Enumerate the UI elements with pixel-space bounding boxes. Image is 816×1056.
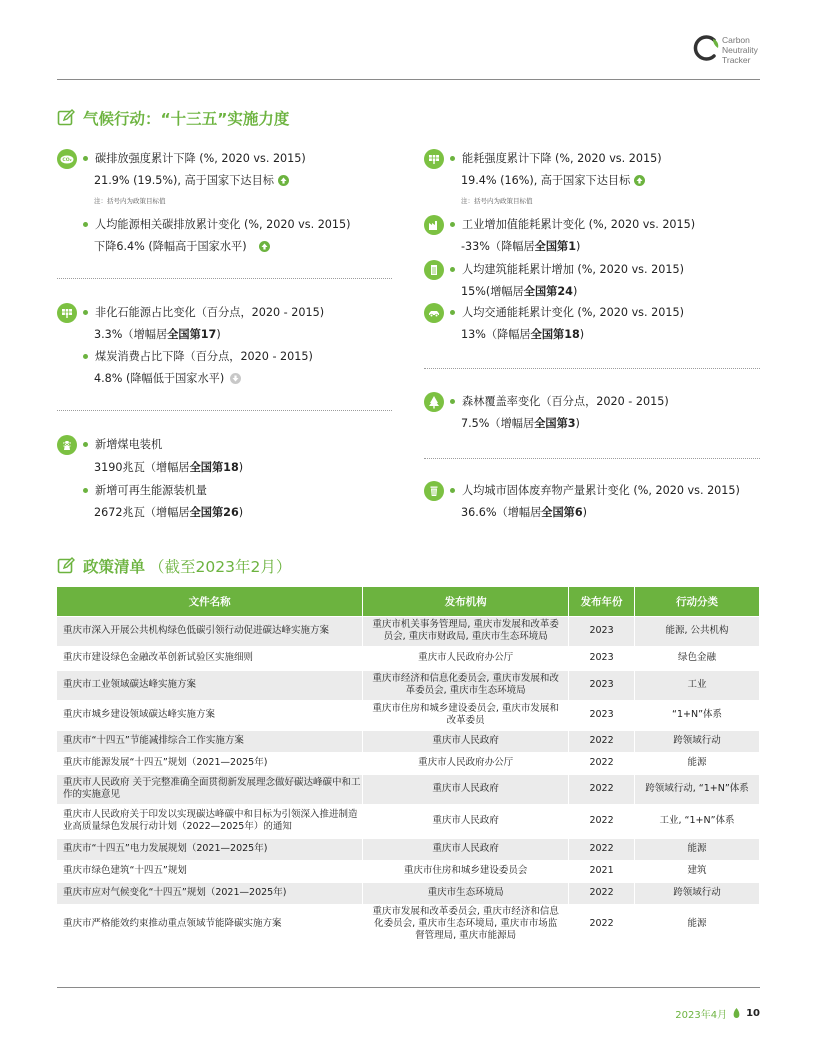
new-renewable-label: 新增可再生能源装机量 [83, 484, 207, 498]
cell-release-year: 2023 [569, 670, 635, 700]
table-row [57, 730, 760, 752]
cell-release-year: 2022 [569, 904, 635, 944]
svg-text:CO₂: CO₂ [62, 158, 72, 164]
new-coal-power-value: 3190兆瓦（增幅居全国第18) [94, 461, 244, 474]
forest-value: 7.5%（增幅居全国第3) [461, 417, 580, 430]
cell-document-name: 重庆市“十四五”电力发展规划（2021—2025年) [57, 838, 363, 860]
cell-release-year: 2023 [569, 616, 635, 646]
cell-release-year: 2022 [569, 774, 635, 804]
energy-intensity-value: 19.4% (16%), 高于国家下达目标 [461, 174, 645, 188]
page-number: 10 [746, 1008, 760, 1019]
dotted-separator [424, 458, 760, 459]
leaf-icon [733, 1008, 740, 1019]
table-row [57, 774, 760, 804]
building-energy-label: 人均建筑能耗累计增加 (%, 2020 vs. 2015) [450, 263, 684, 277]
cell-action-category: “1+N”体系 [635, 700, 760, 730]
table-row [57, 838, 760, 860]
transport-energy-label: 人均交通能耗累计变化 (%, 2020 vs. 2015) [450, 306, 684, 320]
per-capita-carbon-value: 下降6.4% (降幅高于国家水平) [94, 240, 270, 254]
cell-release-year: 2022 [569, 882, 635, 904]
top-divider [57, 79, 760, 80]
industry-energy-label: 工业增加值能耗累计变化 (%, 2020 vs. 2015) [450, 218, 695, 232]
cell-issuing-agency: 重庆市经济和信息化委员会, 重庆市发展和改革委员会, 重庆市生态环境局 [363, 670, 569, 700]
cell-document-name: 重庆市能源发展“十四五”规划（2021—2025年) [57, 752, 363, 774]
edit-icon [57, 557, 75, 575]
cell-release-year: 2022 [569, 804, 635, 838]
cell-action-category: 能源 [635, 904, 760, 944]
cell-document-name: 重庆市人民政府 关于完整准确全面贯彻新发展理念做好碳达峰碳中和工作的实施意见 [57, 774, 363, 804]
cell-issuing-agency: 重庆市人民政府 [363, 774, 569, 804]
section-title-text: 气候行动：“十三五”实施力度 [83, 110, 290, 128]
arrow-down-icon [230, 373, 241, 384]
cell-issuing-agency: 重庆市人民政府 [363, 804, 569, 838]
solar-panel-icon [57, 303, 77, 323]
footer [675, 1006, 760, 1021]
footer-date: 2023年4月 [675, 1010, 728, 1021]
header-issuing-agency: 发布机构 [363, 587, 569, 616]
logo [692, 34, 782, 68]
logo-line-3: Tracker [722, 55, 751, 65]
solid-waste-label: 人均城市固体废弃物产量累计变化 (%, 2020 vs. 2015) [450, 484, 740, 498]
energy-intensity-note: 注：括号内为政策目标值 [461, 197, 533, 205]
trash-bin-icon [424, 481, 444, 501]
cell-action-category: 工业, “1+N”体系 [635, 804, 760, 838]
cell-document-name: 重庆市深入开展公共机构绿色低碳引领行动促进碳达峰实施方案 [57, 616, 363, 646]
cell-issuing-agency: 重庆市人民政府办公厅 [363, 752, 569, 774]
cell-action-category: 绿色金融 [635, 646, 760, 670]
car-icon [424, 303, 444, 323]
cell-action-category: 跨领域行动 [635, 730, 760, 752]
logo-line-1: Carbon [722, 35, 750, 45]
dotted-separator [57, 278, 392, 279]
section-title-text: 政策清单 [83, 558, 146, 576]
cell-release-year: 2022 [569, 838, 635, 860]
cell-issuing-agency: 重庆市人民政府办公厅 [363, 646, 569, 670]
factory-icon [424, 215, 444, 235]
cell-document-name: 重庆市严格能效约束推动重点领域节能降碳实施方案 [57, 904, 363, 944]
building-icon [424, 260, 444, 280]
transport-energy-value: 13%（降幅居全国第18) [461, 328, 585, 341]
industry-energy-value: -33%（降幅居全国第1) [461, 240, 581, 253]
section-title-policy-list [57, 555, 291, 577]
arrow-up-icon [634, 175, 645, 186]
cell-issuing-agency: 重庆市住房和城乡建设委员会 [363, 860, 569, 882]
carbon-intensity-label: 碳排放强度累计下降 (%, 2020 vs. 2015) [83, 152, 306, 166]
logo-line-2: Neutrality [722, 45, 758, 55]
cell-issuing-agency: 重庆市人民政府 [363, 730, 569, 752]
nonfossil-share-label: 非化石能源占比变化（百分点，2020 - 2015) [83, 306, 324, 320]
new-coal-power-label: 新增煤电装机 [83, 438, 162, 452]
cell-release-year: 2022 [569, 730, 635, 752]
coal-share-value: 4.8% (降幅低于国家水平) [94, 372, 241, 386]
power-plant-icon [57, 435, 77, 455]
table-row [57, 804, 760, 838]
cell-issuing-agency: 重庆市人民政府 [363, 838, 569, 860]
cell-document-name: 重庆市绿色建筑“十四五”规划 [57, 860, 363, 882]
table-row [57, 860, 760, 882]
cell-document-name: 重庆市人民政府关于印发以实现碳达峰碳中和目标为引领深入推进制造业高质量绿色发展行动计划（2022—2025年）的通知 [57, 804, 363, 838]
header-document-name: 文件名称 [57, 587, 363, 616]
cell-document-name: 重庆市“十四五”节能减排综合工作实施方案 [57, 730, 363, 752]
coal-share-label: 煤炭消费占比下降（百分点，2020 - 2015) [83, 350, 313, 364]
nonfossil-share-value: 3.3%（增幅居全国第17) [94, 328, 221, 341]
co2-icon [57, 149, 77, 169]
cell-action-category: 能源, 公共机构 [635, 616, 760, 646]
forest-label: 森林覆盖率变化（百分点，2020 - 2015) [450, 395, 669, 409]
cell-document-name: 重庆市工业领域碳达峰实施方案 [57, 670, 363, 700]
cell-document-name: 重庆市城乡建设领域碳达峰实施方案 [57, 700, 363, 730]
tree-icon [424, 392, 444, 412]
dotted-separator [57, 410, 392, 411]
carbon-intensity-note: 注：括号内为政策目标值 [94, 197, 166, 205]
cell-issuing-agency: 重庆市住房和城乡建设委员会, 重庆市发展和改革委员 [363, 700, 569, 730]
cell-document-name: 重庆市应对气候变化“十四五”规划（2021—2025年) [57, 882, 363, 904]
cell-release-year: 2023 [569, 700, 635, 730]
table-row [57, 670, 760, 700]
cell-release-year: 2021 [569, 860, 635, 882]
per-capita-carbon-label: 人均能源相关碳排放累计变化 (%, 2020 vs. 2015) [83, 218, 351, 232]
edit-icon [57, 109, 75, 127]
table-row [57, 616, 760, 646]
section-subtitle: （截至2023年2月） [149, 558, 292, 576]
solar-panel-icon [424, 149, 444, 169]
arrow-up-icon [259, 241, 270, 252]
table-row [57, 904, 760, 944]
section-title-climate-action [57, 107, 289, 129]
building-energy-value: 15%(增幅居全国第24) [461, 285, 578, 298]
table-header-row [57, 587, 760, 616]
table-row [57, 700, 760, 730]
policy-table [57, 587, 760, 944]
table-row [57, 882, 760, 904]
header-release-year: 发布年份 [569, 587, 635, 616]
cell-action-category: 建筑 [635, 860, 760, 882]
cell-document-name: 重庆市建设绿色金融改革创新试验区实施细则 [57, 646, 363, 670]
new-renewable-value: 2672兆瓦（增幅居全国第26) [94, 506, 244, 519]
cell-release-year: 2023 [569, 646, 635, 670]
carbon-logo-icon [692, 34, 720, 62]
cell-action-category: 跨领域行动, “1+N”体系 [635, 774, 760, 804]
solid-waste-value: 36.6%（增幅居全国第6) [461, 506, 588, 519]
cell-release-year: 2022 [569, 752, 635, 774]
cell-issuing-agency: 重庆市机关事务管理局, 重庆市发展和改革委员会, 重庆市财政局, 重庆市生态环境局 [363, 616, 569, 646]
dotted-separator [424, 368, 760, 369]
table-row [57, 646, 760, 670]
cell-action-category: 工业 [635, 670, 760, 700]
cell-action-category: 能源 [635, 838, 760, 860]
cell-issuing-agency: 重庆市发展和改革委员会, 重庆市经济和信息化委员会, 重庆市生态环境局, 重庆市市场监督管理局, 重庆市能源局 [363, 904, 569, 944]
cell-action-category: 跨领域行动 [635, 882, 760, 904]
header-action-category: 行动分类 [635, 587, 760, 616]
energy-intensity-label: 能耗强度累计下降 (%, 2020 vs. 2015) [450, 152, 662, 166]
bottom-divider [57, 987, 760, 988]
cell-action-category: 能源 [635, 752, 760, 774]
table-row [57, 752, 760, 774]
cell-issuing-agency: 重庆市生态环境局 [363, 882, 569, 904]
carbon-intensity-value: 21.9% (19.5%), 高于国家下达目标 [94, 174, 289, 188]
arrow-up-icon [278, 175, 289, 186]
